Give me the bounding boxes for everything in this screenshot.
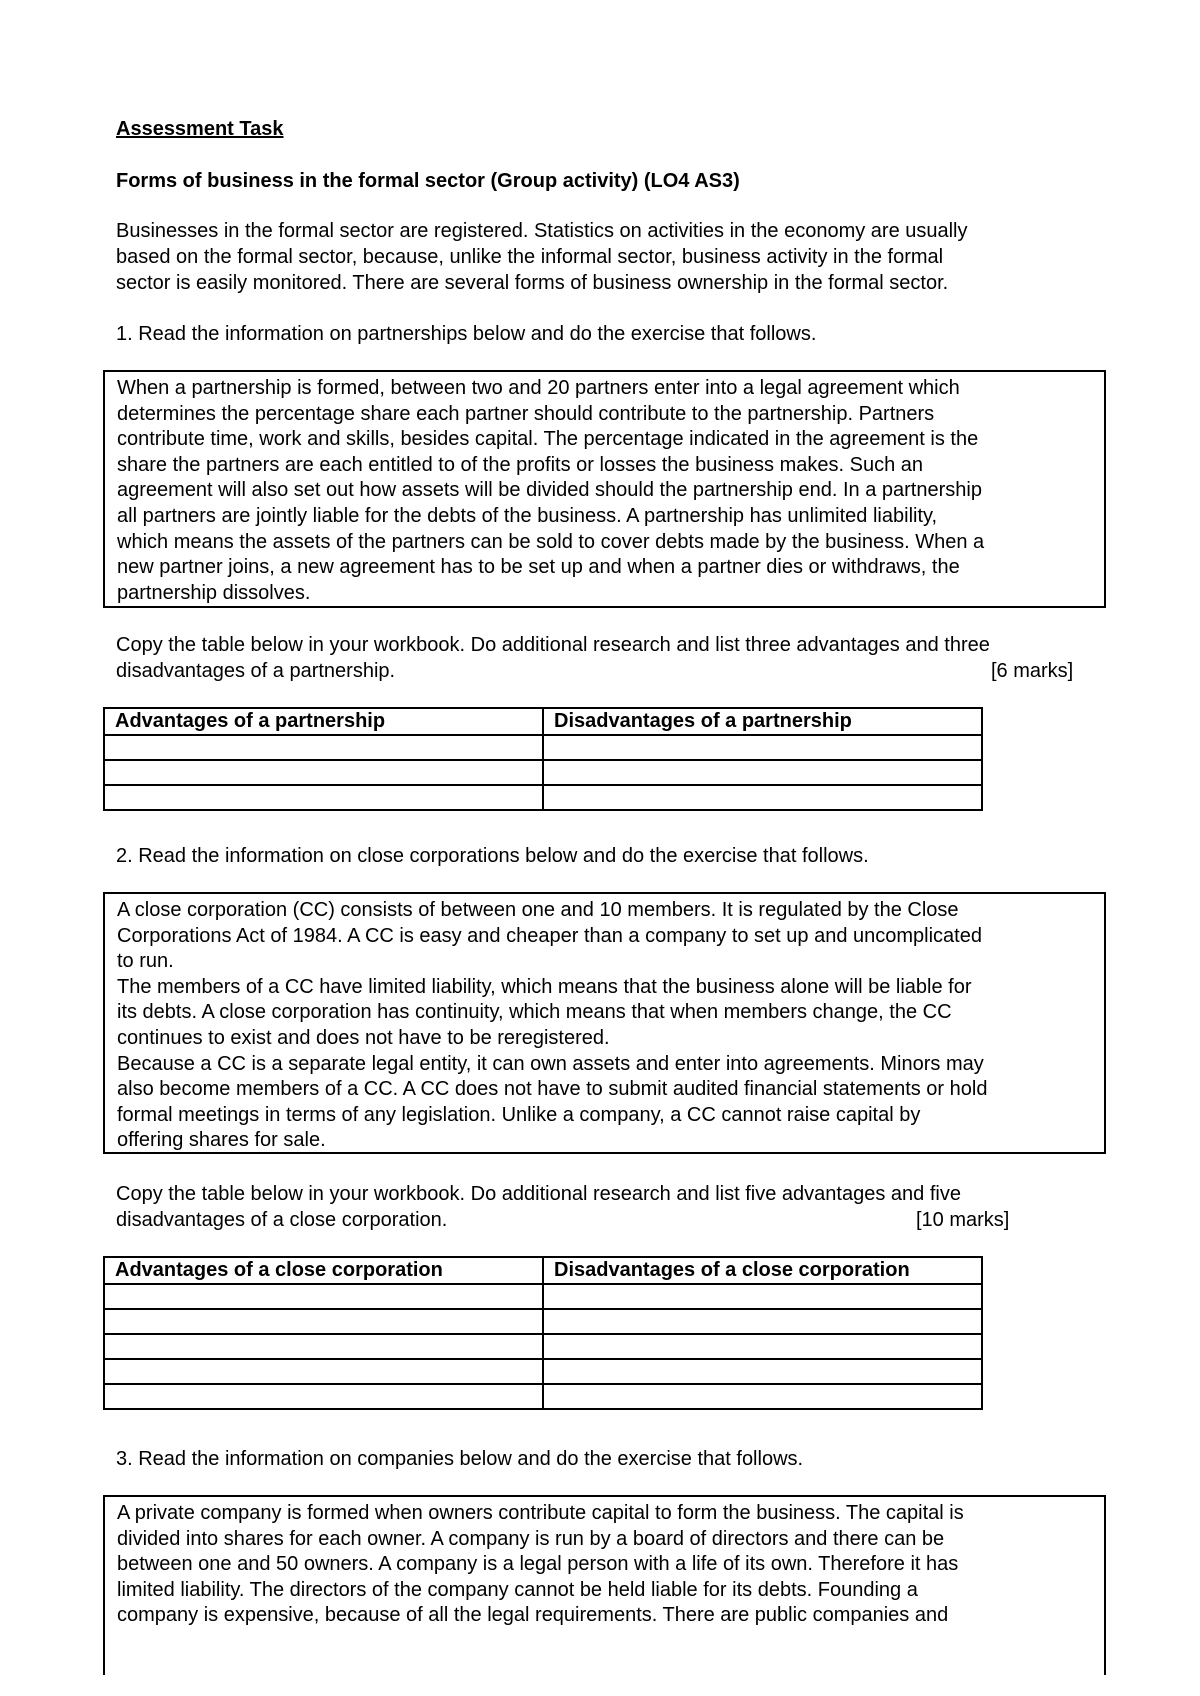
table-cell[interactable] (543, 1384, 982, 1409)
info-line: A private company is formed when owners contribute capital to form the business. The capital is (117, 1502, 964, 1524)
info-line: new partner joins, a new agreement has to be set up and when a partner dies or withdraws, the (117, 556, 960, 579)
table-header-advantages: Advantages of a close corporation (104, 1257, 543, 1284)
info-line: which means the assets of the partners can be sold to cover debts made by the business. When a (117, 530, 985, 553)
info-line: its debts. A close corporation has continuity, which means that when members change, the CC (117, 1001, 952, 1024)
intro-paragraph (116, 218, 1106, 296)
info-line: between one and 50 owners. A company is a legal person with a life of its own. Therefore it has (117, 1553, 959, 1576)
info-line: contribute time, work and skills, besides capital. The percentage indicated in the agreement is the (117, 428, 979, 451)
table-row (104, 1334, 982, 1359)
table-cell[interactable] (104, 735, 543, 760)
table-cell[interactable] (543, 1359, 982, 1384)
section-1-instruction: Copy the table below in your workbook. Do additional research and list three advantages and three (116, 634, 990, 656)
table-cell[interactable] (104, 1284, 543, 1309)
table-header-row (104, 1257, 982, 1284)
info-line: limited liability. The directors of the company cannot be held liable for its debts. Founding a (117, 1578, 918, 1601)
info-line: share the partners are each entitled to of the profits or losses the business makes. Such an (117, 453, 924, 476)
table-row (104, 735, 982, 760)
info-line: A close corporation (CC) consists of between one and 10 members. It is regulated by the Close (117, 899, 959, 921)
intro-line: sector is easily monitored. There are several forms of business ownership in the formal sector. (116, 272, 949, 294)
table-cell[interactable] (104, 760, 543, 785)
task-subtitle: Forms of business in the formal sector (Group activity) (LO4 AS3) (116, 170, 740, 192)
table-header-row (104, 708, 982, 735)
table-row (104, 1309, 982, 1334)
table-cell[interactable] (104, 785, 543, 810)
info-line: offering shares for sale. (117, 1129, 326, 1152)
table-cell[interactable] (104, 1384, 543, 1409)
info-line: When a partnership is formed, between two and 20 partners enter into a legal agreement which (117, 377, 960, 399)
info-line: to run. (117, 950, 174, 973)
close-corporation-info-box (103, 892, 1106, 1154)
table-header-disadvantages: Disadvantages of a partnership (543, 708, 982, 735)
info-line: all partners are jointly liable for the debts of the business. A partnership has unlimited liability, (117, 504, 938, 527)
table-cell[interactable] (543, 785, 982, 810)
info-line: also become members of a CC. A CC does not have to submit audited financial statements or hold (117, 1078, 988, 1101)
table-row (104, 1284, 982, 1309)
table-row (104, 760, 982, 785)
table-row (104, 785, 982, 810)
table-row (104, 1359, 982, 1384)
table-cell[interactable] (543, 735, 982, 760)
info-line: determines the percentage share each partner should contribute to the partnership. Partners (117, 402, 935, 425)
partnership-info-box (103, 370, 1106, 608)
section-2-marks: [10 marks] (916, 1209, 1010, 1231)
table-row (104, 1384, 982, 1409)
section-3-prompt: 3. Read the information on companies below and do the exercise that follows. (116, 1448, 804, 1470)
info-line: Corporations Act of 1984. A CC is easy and cheaper than a company to set up and uncomplicated (117, 924, 982, 947)
info-line: agreement will also set out how assets will be divided should the partnership end. In a partnership (117, 479, 982, 502)
info-line: partnership dissolves. (117, 581, 311, 604)
info-line: The members of a CC have limited liability, which means that the business alone will be liable for (117, 975, 972, 998)
info-line: Because a CC is a separate legal entity, it can own assets and enter into agreements. Minors may (117, 1052, 984, 1075)
intro-line: based on the formal sector, because, unlike the informal sector, business activity in the formal (116, 246, 944, 268)
section-2-prompt: 2. Read the information on close corporations below and do the exercise that follows. (116, 845, 869, 867)
table-header-disadvantages: Disadvantages of a close corporation (543, 1257, 982, 1284)
table-cell[interactable] (543, 1284, 982, 1309)
info-line: formal meetings in terms of any legislation. Unlike a company, a CC cannot raise capital by (117, 1103, 921, 1126)
table-cell[interactable] (543, 1309, 982, 1334)
page-title: Assessment Task (116, 118, 284, 140)
section-2-instruction-cont: disadvantages of a close corporation. (116, 1209, 448, 1231)
company-info-box (103, 1495, 1106, 1675)
partnership-table (103, 707, 983, 811)
section-1-prompt: 1. Read the information on partnerships below and do the exercise that follows. (116, 323, 817, 345)
info-line: continues to exist and does not have to be reregistered. (117, 1026, 610, 1049)
table-cell[interactable] (543, 1334, 982, 1359)
table-cell[interactable] (104, 1309, 543, 1334)
table-header-advantages: Advantages of a partnership (104, 708, 543, 735)
close-corporation-table (103, 1256, 983, 1410)
intro-line: Businesses in the formal sector are registered. Statistics on activities in the economy are usually (116, 220, 968, 242)
info-line: company is expensive, because of all the legal requirements. There are public companies and (117, 1604, 949, 1627)
section-1-marks: [6 marks] (991, 660, 1074, 682)
table-cell[interactable] (104, 1334, 543, 1359)
section-1-instruction-cont: disadvantages of a partnership. (116, 660, 396, 682)
info-line: divided into shares for each owner. A company is run by a board of directors and there can be (117, 1527, 945, 1550)
section-2-instruction: Copy the table below in your workbook. Do additional research and list five advantages and five (116, 1183, 961, 1205)
table-cell[interactable] (543, 760, 982, 785)
table-cell[interactable] (104, 1359, 543, 1384)
